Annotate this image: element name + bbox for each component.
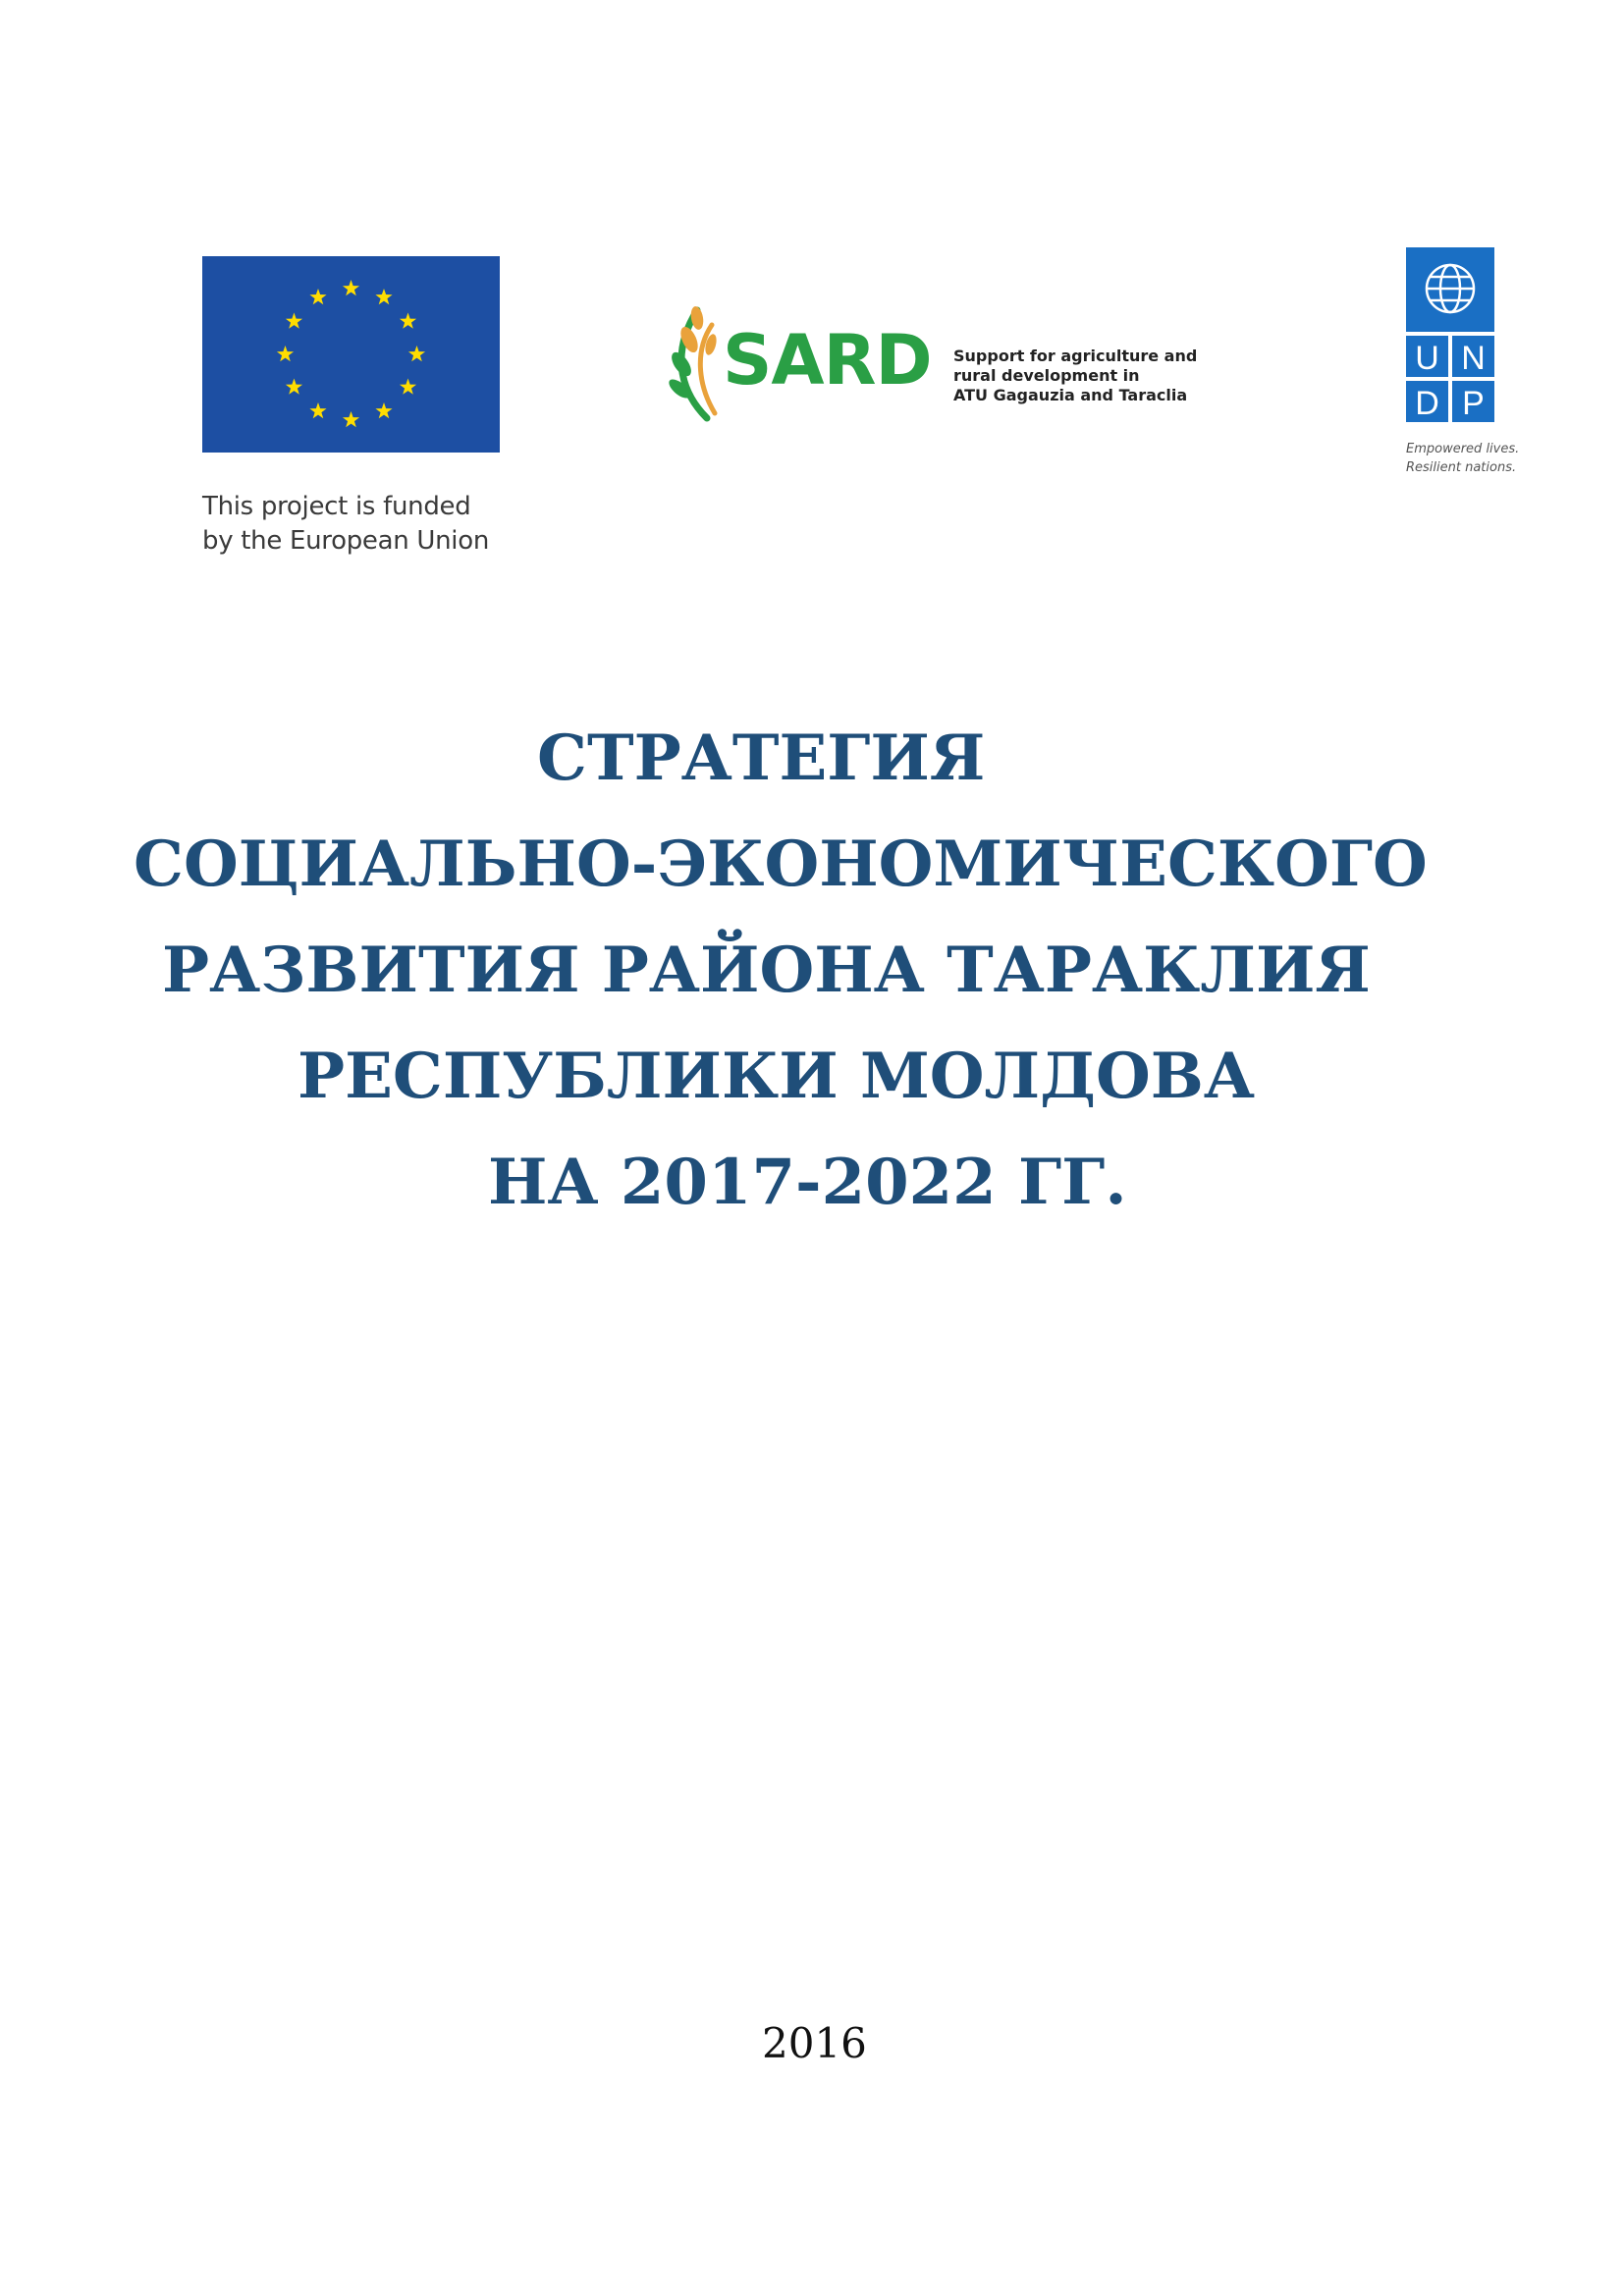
title-line: РЕСПУБЛИКИ МОЛДОВА [298, 1040, 1255, 1113]
undp-letter-n: N [1461, 340, 1486, 377]
sard-subtitle [953, 347, 1197, 405]
eu-caption-line: This project is funded [202, 492, 471, 521]
undp-letter-u: U [1415, 340, 1439, 377]
publication-year: 2016 [762, 2019, 867, 2067]
undp-letter-d: D [1415, 385, 1439, 422]
undp-tagline-line: Empowered lives. [1406, 442, 1520, 456]
title-line: НА 2017-2022 ГГ. [488, 1146, 1127, 1219]
eu-funding-caption [202, 490, 507, 559]
title-line: СТРАТЕГИЯ [537, 721, 986, 795]
title-line: СОЦИАЛЬНО-ЭКОНОМИЧЕСКОГО [134, 828, 1428, 901]
eu-logo [202, 256, 507, 559]
undp-letter-p: P [1462, 385, 1485, 422]
undp-tagline [1406, 440, 1534, 477]
undp-tagline-line: Resilient nations. [1406, 460, 1517, 475]
sard-wordmark: SARD [723, 320, 932, 400]
sard-subtitle-line: ATU Gagauzia and Taraclia [953, 386, 1188, 404]
sard-subtitle-line: rural development in [953, 366, 1140, 385]
eu-flag-icon [202, 256, 500, 453]
title-line: РАЗВИТИЯ РАЙОНА ТАРАКЛИЯ [162, 934, 1371, 1007]
undp-mark-icon [1406, 247, 1494, 422]
sard-logo [668, 291, 1218, 428]
sard-subtitle-line: Support for agriculture and [953, 347, 1198, 365]
undp-logo [1406, 247, 1534, 477]
eu-caption-line: by the European Union [202, 526, 490, 556]
